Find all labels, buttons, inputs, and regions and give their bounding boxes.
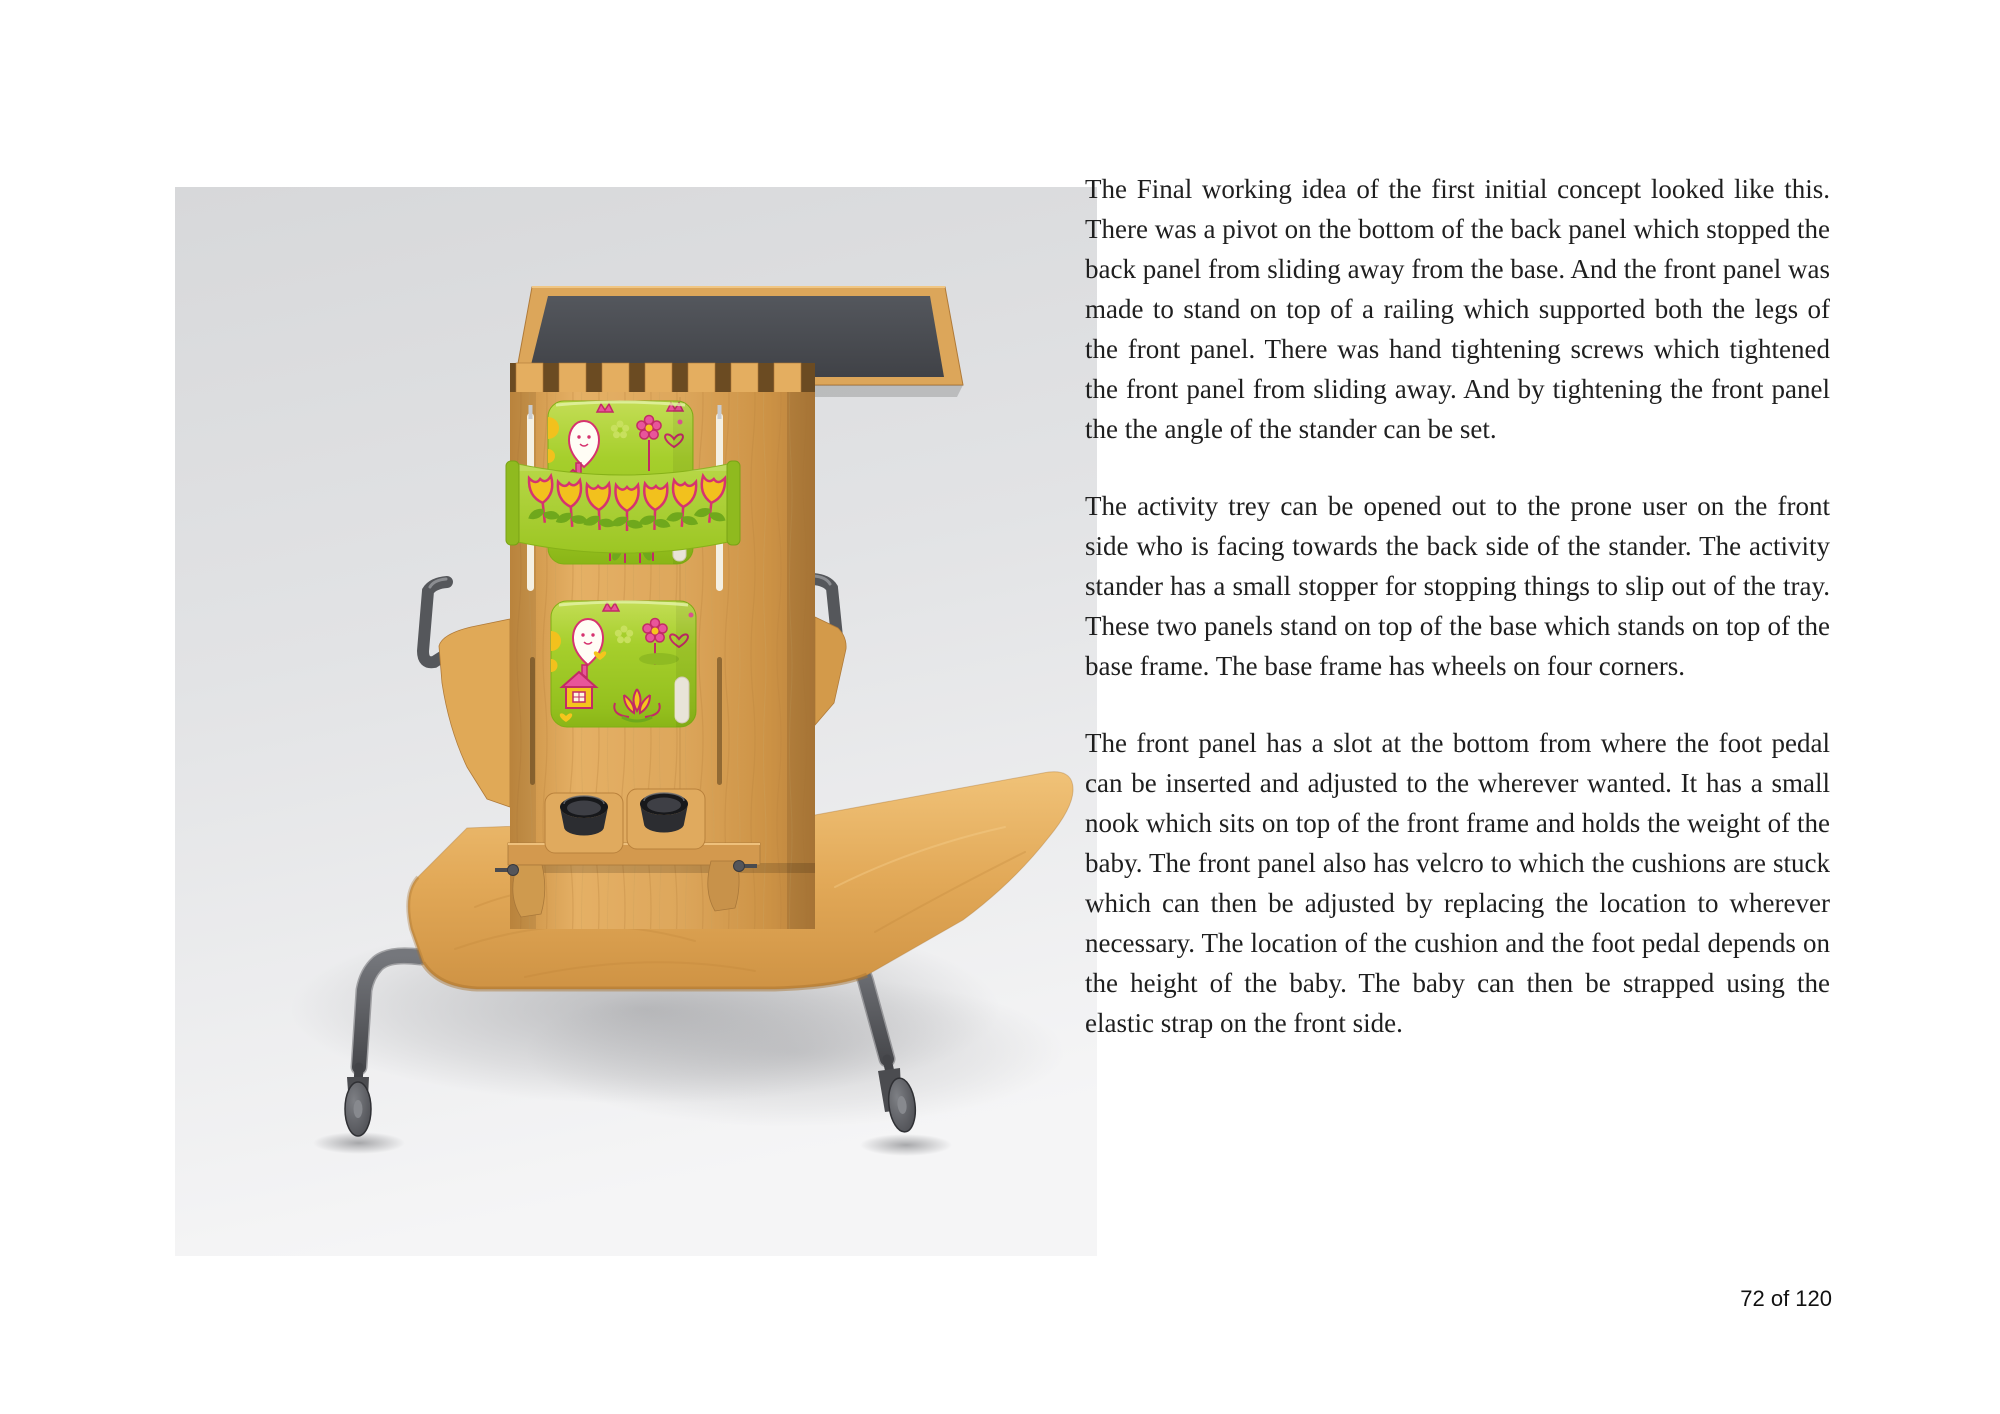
- stander-render-svg: [175, 187, 1097, 1256]
- left-adjust-slot: [530, 657, 535, 785]
- right-tightening-knob: [640, 793, 688, 833]
- bottom-cushion: [551, 601, 696, 727]
- chest-strap: [506, 461, 740, 553]
- left-caster-wheel: [345, 1082, 371, 1136]
- page-number: 72 of 120: [1740, 1286, 1832, 1311]
- right-wheel-shadow: [860, 1134, 952, 1156]
- body-text: [1085, 169, 1830, 1080]
- right-adjust-slot: [717, 657, 722, 785]
- left-tightening-knob: [560, 796, 608, 836]
- stander-render-figure: [175, 187, 1097, 1256]
- paragraph-1: The Final working idea of the first initial concept looked like this. There was a pivot on the bottom of the back panel which stopped the back panel from sliding away from the base. And the front panel was made to stand on top of a railing which supported both the legs of the front panel. There was hand tightening screws which tightened the front panel from sliding away. And by tightening the front panel the the angle of the stander can be set.: [1085, 174, 1830, 444]
- paragraph-2: The activity trey can be opened out to the prone user on the front side who is facing towards the back side of the stander. The activity stander has a small stopper for stopping things to slip out of the tray. These two panels stand on top of the base which stands on top of the base frame. The base frame has wheels on four corners.: [1085, 491, 1830, 681]
- paragraph-3: The front panel has a slot at the bottom from where the foot pedal can be inserted and adjusted to the wherever wanted. It has a small nook which sits on top of the front frame and holds the weight of the baby. The front panel also has velcro to which the cushions are stuck which can then be adjusted by replacing the location to wherever necessary. The location of the cushion and the foot pedal depends on the height of the baby. The baby can then be strapped using the elastic strap on the front side.: [1085, 728, 1830, 1038]
